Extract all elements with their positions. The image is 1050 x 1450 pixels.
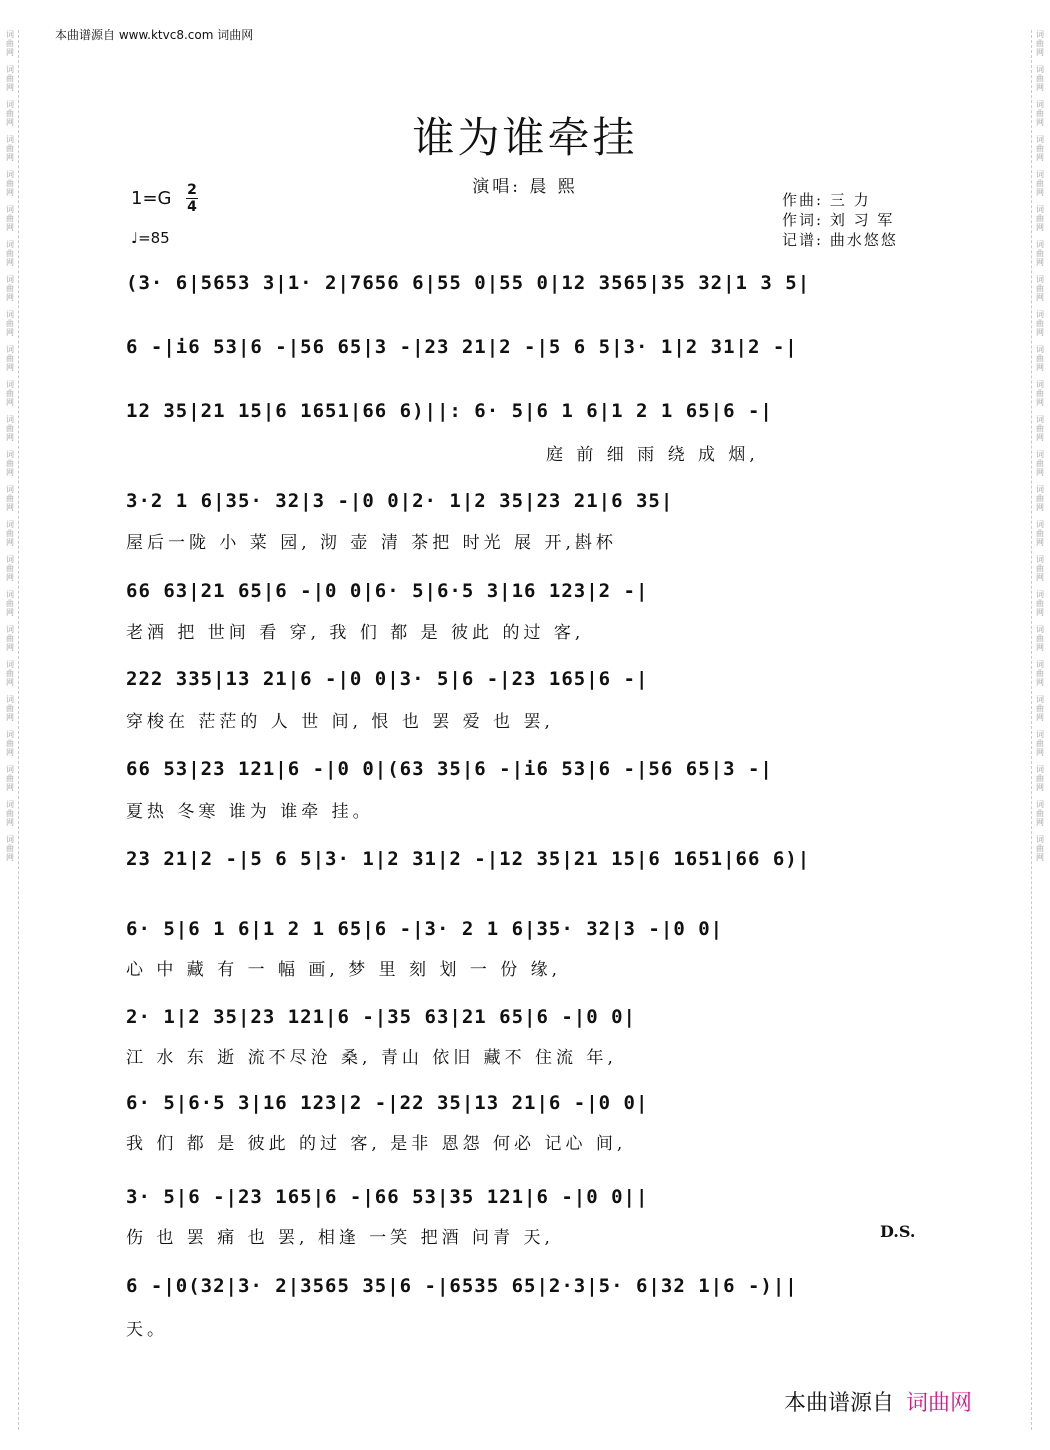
side-watermark-text: 词 曲 网: [1036, 835, 1044, 862]
side-watermark-text: 词 曲 网: [6, 450, 14, 477]
transcriber-line: 记谱: 曲水悠悠: [782, 231, 898, 249]
score-row-1: (3· 6|5653 3|1· 2|7656 6|55 0|55 0|12 3565|35 32|1 3 5|: [126, 272, 811, 294]
side-watermark-text: 词 曲 网: [1036, 65, 1044, 92]
side-watermark-text: 词 曲 网: [1036, 450, 1044, 477]
side-watermark-text: 词 曲 网: [6, 835, 14, 862]
side-watermark-text: 词 曲 网: [1036, 765, 1044, 792]
side-watermark-text: 词 曲 网: [1036, 800, 1044, 827]
ds-mark: D.S.: [880, 1222, 916, 1241]
side-watermark-text: 词 曲 网: [6, 625, 14, 652]
song-title: 谁为谁牵挂: [412, 113, 638, 162]
score-row-3: 12 35|21 15|6 1651|66 6)||: 6· 5|6 1 6|1 2 1 65|6 -|: [126, 400, 773, 422]
side-watermark-text: 词 曲 网: [1036, 205, 1044, 232]
side-watermark-text: 词 曲 网: [6, 555, 14, 582]
side-watermark-text: 词 曲 网: [6, 345, 14, 372]
lyricist-line: 作词: 刘 习 军: [782, 211, 895, 229]
tempo-mark: ♩=85: [131, 229, 170, 247]
footer: [784, 1386, 972, 1417]
side-watermark-text: 词 曲 网: [1036, 100, 1044, 127]
singer-line: 演唱: 晨 熙: [472, 177, 578, 197]
side-watermark-text: 词 曲 网: [6, 695, 14, 722]
score-row-13: 6 -|0(32|3· 2|3565 35|6 -|6535 65|2·3|5· 6|32 1|6 -)||: [126, 1275, 798, 1297]
side-watermark-text: 词 曲 网: [1036, 310, 1044, 337]
time-signature: [186, 183, 198, 214]
key-signature: 1=G: [131, 188, 172, 209]
side-watermark-text: 词 曲 网: [1036, 380, 1044, 407]
side-watermark-text: 词 曲 网: [6, 65, 14, 92]
lyric-row-5: 老酒 把 世间 看 穿, 我 们 都 是 彼此 的过 客,: [126, 623, 585, 643]
side-watermark-text: 词 曲 网: [6, 135, 14, 162]
side-watermark-text: 词 曲 网: [6, 800, 14, 827]
side-watermark-text: 词 曲 网: [1036, 415, 1044, 442]
side-watermark-text: 词 曲 网: [1036, 485, 1044, 512]
side-watermark-text: 词 曲 网: [6, 590, 14, 617]
score-row-4: 3·2 1 6|35· 32|3 -|0 0|2· 1|2 35|23 21|6 35|: [126, 490, 674, 512]
side-watermark-text: 词 曲 网: [1036, 275, 1044, 302]
lyric-row-12: 伤 也 罢 痛 也 罢, 相逢 一笑 把酒 问青 天,: [126, 1228, 554, 1248]
side-watermark-text: 词 曲 网: [1036, 555, 1044, 582]
lyric-row-6: 穿梭在 茫茫的 人 世 间, 恨 也 罢 爱 也 罢,: [126, 712, 554, 732]
lyric-row-13: 天。: [126, 1320, 168, 1340]
lyric-row-4: 屋后一陇 小 菜 园, 沏 壶 清 茶把 时光 展 开,斟杯: [126, 533, 617, 553]
side-watermark-text: 词 曲 网: [6, 660, 14, 687]
credits-block: [782, 190, 898, 250]
side-watermark-text: 词 曲 网: [6, 415, 14, 442]
score-row-8: 23 21|2 -|5 6 5|3· 1|2 31|2 -|12 35|21 15|6 1651|66 6)|: [126, 848, 811, 870]
side-watermark-text: 词 曲 网: [6, 30, 14, 57]
side-watermark-text: 词 曲 网: [6, 100, 14, 127]
side-watermark-text: 词 曲 网: [1036, 660, 1044, 687]
left-watermark-strip: [2, 30, 19, 1430]
lyric-row-9: 心 中 藏 有 一 幅 画, 梦 里 刻 划 一 份 缘,: [126, 960, 562, 980]
side-watermark-text: 词 曲 网: [1036, 695, 1044, 722]
lyric-row-3: 庭 前 细 雨 绕 成 烟,: [546, 445, 759, 465]
right-watermark-strip: [1031, 30, 1048, 1430]
lyric-row-10: 江 水 东 逝 流不尽沧 桑, 青山 依旧 藏不 住流 年,: [126, 1048, 617, 1068]
side-watermark-text: 词 曲 网: [6, 730, 14, 757]
score-row-10: 2· 1|2 35|23 121|6 -|35 63|21 65|6 -|0 0|: [126, 1006, 636, 1028]
side-watermark-text: 词 曲 网: [6, 205, 14, 232]
composer-line: 作曲: 三 力: [782, 191, 871, 209]
side-watermark-text: 词 曲 网: [6, 765, 14, 792]
side-watermark-text: 词 曲 网: [1036, 240, 1044, 267]
lyric-row-7: 夏热 冬寒 谁为 谁牵 挂。: [126, 802, 374, 822]
side-watermark-text: 词 曲 网: [6, 485, 14, 512]
score-row-12: 3· 5|6 -|23 165|6 -|66 53|35 121|6 -|0 0||: [126, 1186, 649, 1208]
side-watermark-text: 词 曲 网: [1036, 625, 1044, 652]
side-watermark-text: 词 曲 网: [1036, 135, 1044, 162]
side-watermark-text: 词 曲 网: [1036, 30, 1044, 57]
score-row-2: 6 -|i6 53|6 -|56 65|3 -|23 21|2 -|5 6 5|3· 1|2 31|2 -|: [126, 336, 798, 358]
time-sig-denominator: 4: [187, 199, 197, 215]
side-watermark-text: 词 曲 网: [6, 240, 14, 267]
score-row-9: 6· 5|6 1 6|1 2 1 65|6 -|3· 2 1 6|35· 32|3 -|0 0|: [126, 918, 724, 940]
time-sig-numerator: 2: [187, 182, 197, 198]
footer-brand: 词曲网: [906, 1391, 973, 1416]
side-watermark-text: 词 曲 网: [6, 380, 14, 407]
score-row-6: 222 335|13 21|6 -|0 0|3· 5|6 -|23 165|6 -|: [126, 668, 649, 690]
side-watermark-text: 词 曲 网: [1036, 730, 1044, 757]
side-watermark-text: 词 曲 网: [6, 170, 14, 197]
score-row-5: 66 63|21 65|6 -|0 0|6· 5|6·5 3|16 123|2 -|: [126, 580, 649, 602]
side-watermark-text: 词 曲 网: [1036, 590, 1044, 617]
side-watermark-text: 词 曲 网: [6, 310, 14, 337]
source-line: 本曲谱源自 www.ktvc8.com 词曲网: [55, 28, 254, 42]
score-row-11: 6· 5|6·5 3|16 123|2 -|22 35|13 21|6 -|0 0|: [126, 1092, 649, 1114]
side-watermark-text: 词 曲 网: [1036, 520, 1044, 547]
footer-source: 本曲谱源自: [784, 1391, 895, 1416]
side-watermark-text: 词 曲 网: [1036, 170, 1044, 197]
score-row-7: 66 53|23 121|6 -|0 0|(63 35|6 -|i6 53|6 -|56 65|3 -|: [126, 758, 773, 780]
side-watermark-text: 词 曲 网: [6, 275, 14, 302]
side-watermark-text: 词 曲 网: [6, 520, 14, 547]
lyric-row-11: 我 们 都 是 彼此 的过 客, 是非 恩怨 何必 记心 间,: [126, 1134, 627, 1154]
side-watermark-text: 词 曲 网: [1036, 345, 1044, 372]
